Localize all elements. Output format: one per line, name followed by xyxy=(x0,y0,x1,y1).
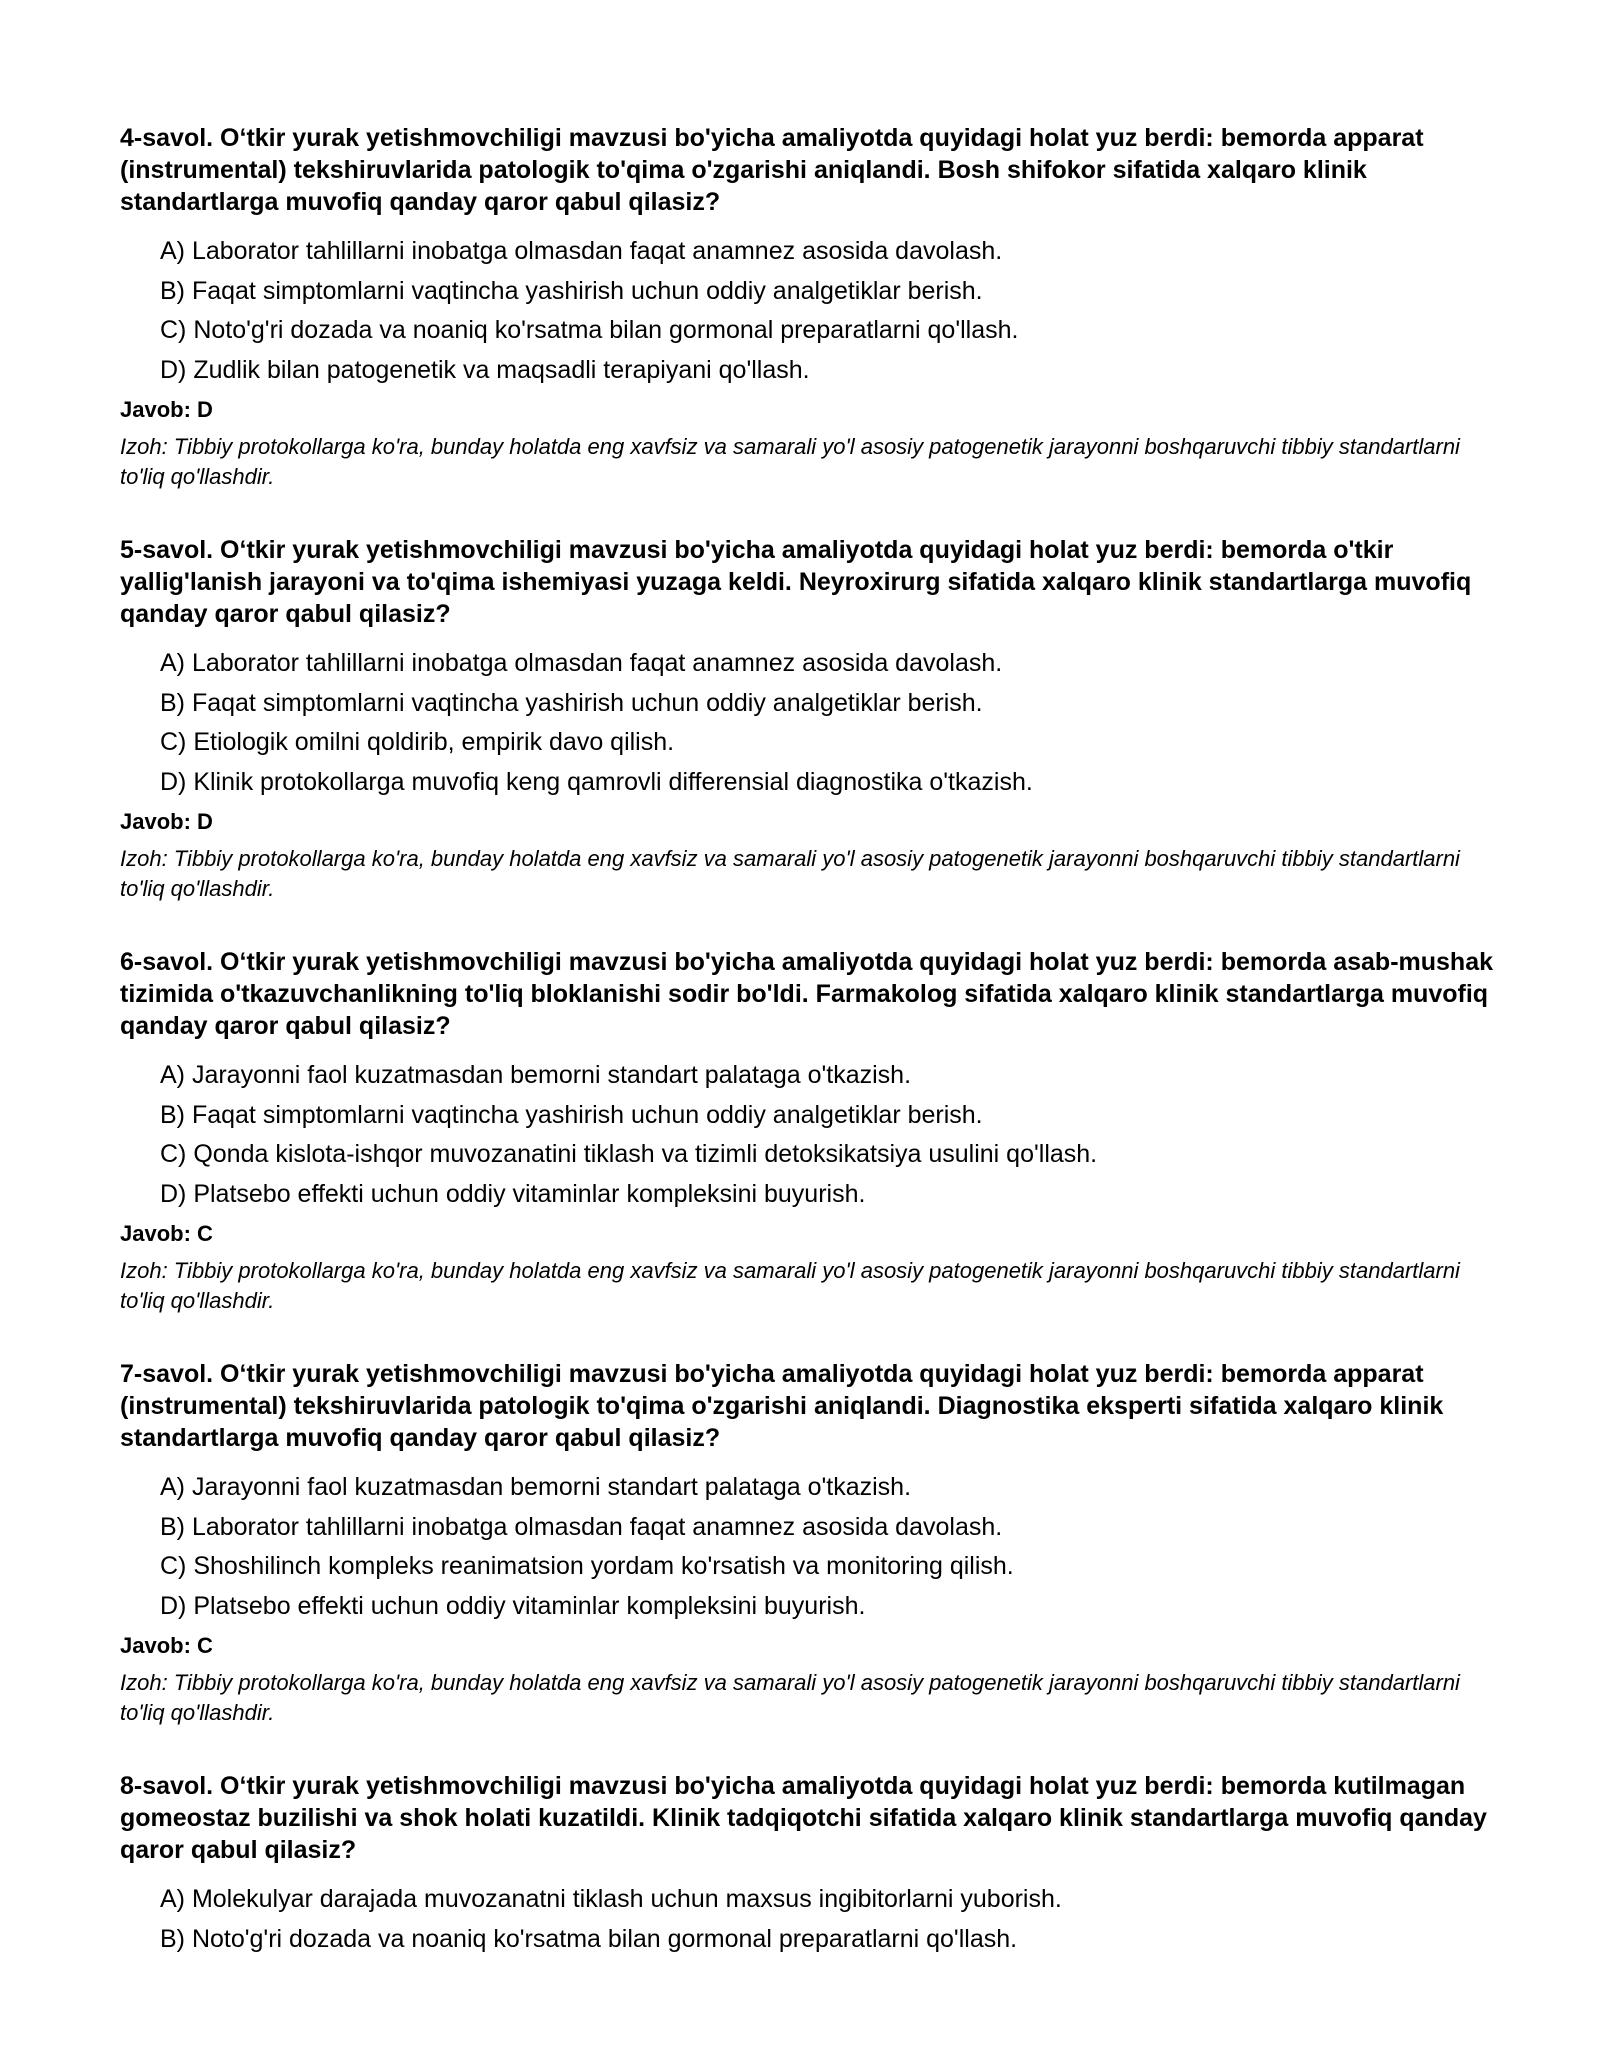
explanation-note: Izoh: Tibbiy protokollarga ko'ra, bunday holatda eng xavfsiz va samarali yo'l asosiy patogenetik jarayonni boshqaruvchi tibbiy standartlarni to'liq qo'llashdir. xyxy=(120,1258,1460,1313)
question-7 xyxy=(120,1358,1500,1728)
question-4 xyxy=(120,122,1500,492)
answer-label: Javob: C xyxy=(120,1221,213,1246)
option-a: A) Molekulyar darajada muvozanatni tiklash uchun maxsus ingibitorlarni yuborish. xyxy=(160,1885,1062,1913)
option-d: D) Zudlik bilan patogenetik va maqsadli terapiyani qo'llash. xyxy=(160,355,810,384)
option-b: B) Faqat simptomlarni vaqtincha yashirish uchun oddiy analgetiklar berish. xyxy=(160,276,983,305)
answer-label: Javob: D xyxy=(120,809,213,834)
option-list xyxy=(120,1468,1500,1626)
option-list xyxy=(120,644,1500,802)
option-b: B) Noto'g'ri dozada va noaniq ko'rsatma bilan gormonal preparatlarni qo'llash. xyxy=(160,1924,1018,1953)
option-list xyxy=(120,1056,1500,1214)
option-c: C) Etiologik omilni qoldirib, empirik davo qilish. xyxy=(160,728,675,756)
question-title: 4-savol. O‘tkir yurak yetishmovchiligi mavzusi bo'yicha amaliyotda quyidagi holat yuz berdi: bemorda apparat (instrumental) tekshiruvlarida patologik to'qima o'zgarishi aniqlandi. Bosh shifokor sifatida xalqaro klinik standartlarga muvofiq qanday qaror qabul qilasiz? xyxy=(120,124,1424,216)
option-c: C) Qonda kislota-ishqor muvozanatini tiklash va tizimli detoksikatsiya usulini qo'llash. xyxy=(160,1140,1098,1168)
question-8 xyxy=(120,1770,1500,1959)
option-d: D) Klinik protokollarga muvofiq keng qamrovli differensial diagnostika o'tkazish. xyxy=(160,767,1033,796)
option-b: B) Faqat simptomlarni vaqtincha yashirish uchun oddiy analgetiklar berish. xyxy=(160,1100,983,1129)
answer-label: Javob: C xyxy=(120,1633,213,1658)
option-b: B) Faqat simptomlarni vaqtincha yashirish uchun oddiy analgetiklar berish. xyxy=(160,688,983,717)
option-a: A) Jarayonni faol kuzatmasdan bemorni standart palataga o'tkazish. xyxy=(160,1061,912,1089)
option-a: A) Laborator tahlillarni inobatga olmasdan faqat anamnez asosida davolash. xyxy=(160,649,1003,677)
option-d: D) Platsebo effekti uchun oddiy vitaminlar kompleksini buyurish. xyxy=(160,1591,866,1620)
explanation-note: Izoh: Tibbiy protokollarga ko'ra, bunday holatda eng xavfsiz va samarali yo'l asosiy patogenetik jarayonni boshqaruvchi tibbiy standartlarni to'liq qo'llashdir. xyxy=(120,1670,1460,1725)
question-title: 7-savol. O‘tkir yurak yetishmovchiligi mavzusi bo'yicha amaliyotda quyidagi holat yuz berdi: bemorda apparat (instrumental) tekshiruvlarida patologik to'qima o'zgarishi aniqlandi. Diagnostika eksperti sifatida xalqaro klinik standartlarga muvofiq qanday qaror qabul qilasiz? xyxy=(120,1360,1444,1452)
option-list xyxy=(120,1880,1500,1959)
option-b: B) Laborator tahlillarni inobatga olmasdan faqat anamnez asosida davolash. xyxy=(160,1512,1003,1541)
option-d: D) Platsebo effekti uchun oddiy vitaminlar kompleksini buyurish. xyxy=(160,1179,866,1208)
document-page xyxy=(120,122,1500,2001)
question-title: 6-savol. O‘tkir yurak yetishmovchiligi mavzusi bo'yicha amaliyotda quyidagi holat yuz berdi: bemorda asab-mushak tizimida o'tkazuvchanlikning to'liq bloklanishi sodir bo'ldi. Farmakolog sifatida xalqaro klinik standartlarga muvofiq qanday qaror qabul qilasiz? xyxy=(120,948,1494,1040)
question-title: 8-savol. O‘tkir yurak yetishmovchiligi mavzusi bo'yicha amaliyotda quyidagi holat yuz berdi: bemorda kutilmagan gomeostaz buzilishi va shok holati kuzatildi. Klinik tadqiqotchi sifatida xalqaro klinik standartlarga muvofiq qanday qaror qabul qilasiz? xyxy=(120,1772,1487,1864)
option-a: A) Laborator tahlillarni inobatga olmasdan faqat anamnez asosida davolash. xyxy=(160,237,1003,265)
explanation-note: Izoh: Tibbiy protokollarga ko'ra, bunday holatda eng xavfsiz va samarali yo'l asosiy patogenetik jarayonni boshqaruvchi tibbiy standartlarni to'liq qo'llashdir. xyxy=(120,846,1460,901)
question-title: 5-savol. O‘tkir yurak yetishmovchiligi mavzusi bo'yicha amaliyotda quyidagi holat yuz berdi: bemorda o'tkir yallig'lanish jarayoni va to'qima ishemiyasi yuzaga keldi. Neyroxirurg sifatida xalqaro klinik standartlarga muvofiq qanday qaror qabul qilasiz? xyxy=(120,536,1472,628)
question-6 xyxy=(120,946,1500,1316)
option-c: C) Noto'g'ri dozada va noaniq ko'rsatma bilan gormonal preparatlarni qo'llash. xyxy=(160,316,1019,344)
option-a: A) Jarayonni faol kuzatmasdan bemorni standart palataga o'tkazish. xyxy=(160,1473,912,1501)
question-5 xyxy=(120,534,1500,904)
explanation-note: Izoh: Tibbiy protokollarga ko'ra, bunday holatda eng xavfsiz va samarali yo'l asosiy patogenetik jarayonni boshqaruvchi tibbiy standartlarni to'liq qo'llashdir. xyxy=(120,434,1460,489)
option-c: C) Shoshilinch kompleks reanimatsion yordam ko'rsatish va monitoring qilish. xyxy=(160,1552,1014,1580)
answer-label: Javob: D xyxy=(120,397,213,422)
option-list xyxy=(120,232,1500,390)
